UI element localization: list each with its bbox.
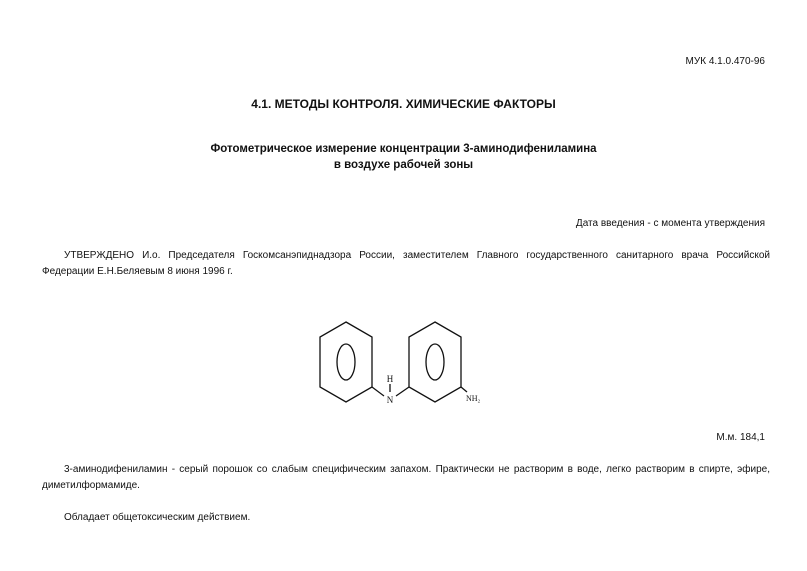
- left-ring-circle: [337, 344, 355, 380]
- left-benzene-ring: [320, 322, 372, 402]
- right-ring-circle: [426, 344, 444, 380]
- right-benzene-ring: [409, 322, 461, 402]
- introduction-date: Дата введения - с момента утверждения: [575, 218, 765, 229]
- atom-h-label: H: [386, 374, 394, 384]
- section-title: 4.1. МЕТОДЫ КОНТРОЛЯ. ХИМИЧЕСКИЕ ФАКТОРЫ: [251, 97, 556, 111]
- bond-left-to-n: [372, 387, 384, 396]
- bond-n-to-right: [396, 387, 409, 396]
- approval-paragraph: УТВЕРЖДЕНО И.о. Председателя Госкомсанэпиднадзора России, заместителем Главного государственного санитарного врача Российской Федерации Е.Н.Беляевым 8 июня 1996 г.: [42, 250, 770, 277]
- document-code: МУК 4.1.0.470-96: [685, 56, 765, 67]
- toxicity-paragraph: Обладает общетоксическим действием.: [64, 512, 251, 523]
- bond-ring-to-nh2: [461, 387, 467, 392]
- chemical-structure-diagram: [316, 312, 496, 417]
- document-subtitle-line2: в воздухе рабочей зоны: [333, 159, 474, 171]
- document-subtitle-line1: Фотометрическое измерение концентрации 3-аминодифениламина: [210, 143, 597, 155]
- atom-n-label: N: [386, 395, 394, 405]
- molecular-mass: М.м. 184,1: [716, 432, 765, 443]
- amino-group-label: NH₂: [466, 394, 481, 403]
- description-paragraph: 3-аминодифениламин - серый порошок со слабым специфическим запахом. Практически не растворим в воде, легко растворим в спирте, эфире, диметилформамиде.: [42, 464, 770, 491]
